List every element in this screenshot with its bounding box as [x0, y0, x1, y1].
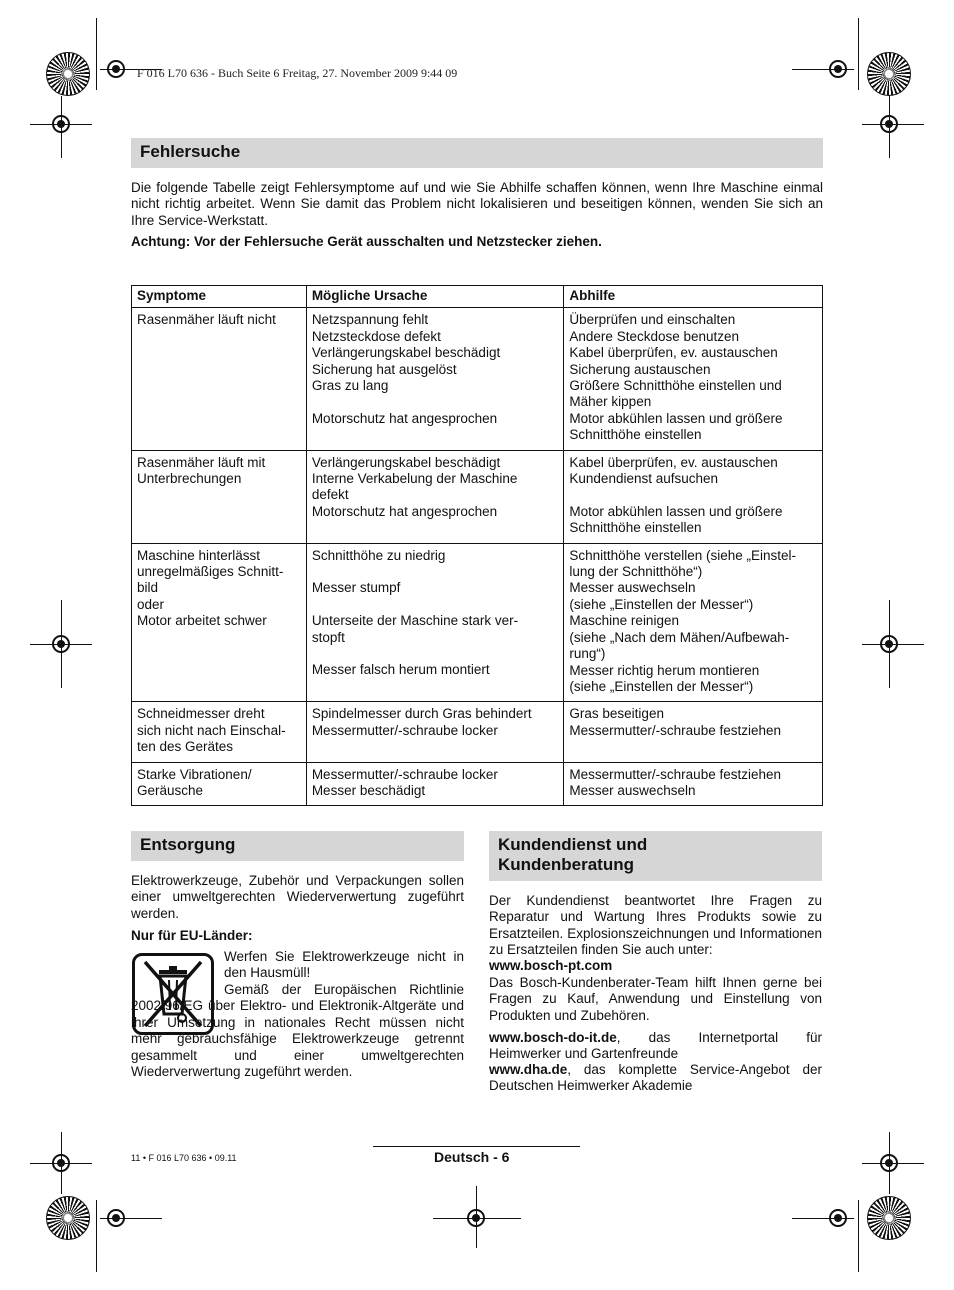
- cell-line: Schneidmesser dreht: [137, 706, 265, 722]
- cell-line: Rasenmäher läuft nicht: [137, 312, 276, 328]
- cell-line: Sicherung austauschen: [569, 361, 711, 377]
- table-cell-cause: [306, 762, 564, 806]
- column-header: Abhilfe: [564, 286, 823, 308]
- starburst-mark-icon: [46, 1196, 90, 1240]
- bosch-do-it-paragraph: [489, 1030, 822, 1063]
- table-cell-cause: [306, 450, 564, 543]
- page-number: Deutsch - 6: [434, 1149, 510, 1165]
- cell-line: Gras beseitigen: [569, 706, 664, 722]
- cell-line: Messer falsch herum montiert: [311, 662, 490, 678]
- registration-mark-icon: [877, 1151, 901, 1175]
- directive-text: Gemäß der Europäischen Richtlinie 2002/96/EG über Elektro- und Elektronik-Altgeräte und ihrer Umsetzung in nationales Recht müssen nicht mehr gebrauchsfähige Elektrowerkzeuge getrennt gesammelt und einer umweltgerechten Wiederverwertung zugeführt werden.: [131, 982, 464, 1080]
- table-cell-remedy: [564, 543, 823, 702]
- cell-line: Kundendienst aufsuchen: [569, 471, 719, 487]
- heading-line-2: Kundenberatung: [498, 855, 634, 874]
- cell-line: [312, 597, 559, 613]
- cell-line: unregelmäßiges Schnitt-: [137, 564, 284, 580]
- cell-line: Kabel überprüfen, ev. austauschen: [569, 454, 778, 470]
- cell-line: Interne Verkabelung der Maschine: [311, 471, 518, 487]
- table-cell-cause: [306, 308, 564, 450]
- registration-mark-icon: [49, 1151, 73, 1175]
- table-cell-remedy: [564, 702, 823, 762]
- dha-text: , das komplette Service-Angebot der Deutschen Heimwerker Akademie: [489, 1062, 822, 1094]
- table-cell-symptom: [132, 450, 307, 543]
- cell-line: Andere Steckdose benutzen: [569, 328, 740, 344]
- table-cell-symptom: [132, 762, 307, 806]
- table-cell-remedy: [564, 762, 823, 806]
- cell-line: ten des Gerätes: [137, 739, 234, 755]
- cell-line: Gras zu lang: [311, 378, 389, 394]
- bosch-pt-link[interactable]: www.bosch-pt.com: [489, 958, 613, 973]
- cell-line: Überprüfen und einschalten: [569, 312, 736, 328]
- cell-line: Verlängerungskabel beschädigt: [311, 345, 501, 361]
- cell-line: Motorschutz hat angesprochen: [311, 503, 498, 519]
- registration-mark-icon: [49, 112, 73, 136]
- dha-link[interactable]: www.dha.de: [489, 1062, 568, 1077]
- print-header: F 016 L70 636 - Buch Seite 6 Freitag, 27. November 2009 9:44 09: [137, 66, 458, 80]
- cell-line: Sicherung hat ausgelöst: [311, 361, 457, 377]
- bosch-do-it-text: , das Internetportal für Heimwerker und Gartenfreunde: [489, 1030, 822, 1062]
- cell-line: defekt: [311, 487, 349, 503]
- heading-line-1: Kundendienst und: [498, 835, 648, 854]
- bosch-do-it-link[interactable]: www.bosch-do-it.de: [489, 1030, 617, 1045]
- registration-mark-icon: [826, 1206, 850, 1230]
- fehlersuche-intro: Die folgende Tabelle zeigt Fehlersymptome auf und wie Sie Abhilfe schaffen können, wenn Ihre Maschine einmal nicht richtig arbeitet. Wenn Sie damit das Problem nicht lokalisieren und beseitigen können, wenden Sie sich an Ihre Service-Werkstatt.: [131, 180, 823, 228]
- starburst-mark-icon: [867, 52, 911, 96]
- table-cell-symptom: [132, 702, 307, 762]
- table-cell-remedy: [564, 308, 823, 450]
- cell-line: Kabel überprüfen, ev. austauschen: [569, 345, 778, 361]
- cell-line: Spindelmesser durch Gras behindert: [311, 706, 532, 722]
- cell-line: Unterseite der Maschine stark ver-: [311, 613, 519, 629]
- cell-line: Messer stumpf: [311, 580, 401, 596]
- cell-line: [569, 487, 817, 503]
- heading-text: Fehlersuche: [140, 142, 241, 161]
- table-cell-cause: [306, 543, 564, 702]
- table-row: [132, 762, 823, 806]
- cell-line: [312, 646, 559, 662]
- entsorgung-hausmuell-text: Werfen Sie Elektrowerkzeuge nicht in den Hausmüll!: [224, 949, 464, 981]
- registration-mark-icon: [877, 112, 901, 136]
- cell-line: [312, 394, 559, 410]
- column-header: Symptome: [132, 286, 307, 308]
- cell-line: Netzsteckdose defekt: [311, 328, 441, 344]
- cell-line: [312, 564, 559, 580]
- registration-mark-icon: [826, 57, 850, 81]
- cell-line: Motor abkühlen lassen und größere: [569, 410, 783, 426]
- cell-line: Maschine reinigen: [569, 613, 679, 629]
- cell-line: Schnitthöhe zu niedrig: [311, 547, 446, 563]
- table-row: [132, 450, 823, 543]
- table-header-row: [132, 286, 823, 308]
- table-cell-symptom: [132, 543, 307, 702]
- cell-line: Maschine hinterlässt: [137, 547, 261, 563]
- registration-mark-icon: [877, 632, 901, 656]
- cell-line: Messer beschädigt: [311, 782, 426, 798]
- heading-text: Entsorgung: [140, 835, 236, 854]
- table-cell-cause: [306, 702, 564, 762]
- cell-line: bild: [137, 580, 159, 596]
- cell-line: lung der Schnitthöhe“): [569, 564, 703, 580]
- cell-line: oder: [137, 596, 165, 612]
- registration-mark-icon: [49, 632, 73, 656]
- cell-line: (siehe „Einstellen der Messer“): [569, 596, 754, 612]
- cell-line: Rasenmäher läuft mit: [137, 454, 266, 470]
- cell-line: Messer auswechseln: [569, 782, 696, 798]
- cell-line: Motorschutz hat angesprochen: [311, 410, 498, 426]
- cell-line: Messer auswechseln: [569, 580, 696, 596]
- kundenberater-text: Das Bosch-Kundenberater-Team hilft Ihnen gerne bei Fragen zu Kauf, Anwendung und Einstellung von Produkten und Zubehören.: [489, 975, 822, 1023]
- registration-mark-icon: [104, 57, 128, 81]
- section-heading-kundendienst: [489, 831, 822, 881]
- cell-line: Messermutter/-schraube locker: [311, 722, 498, 738]
- registration-mark-icon: [104, 1206, 128, 1230]
- cell-line: (siehe „Einstellen der Messer“): [569, 678, 754, 694]
- cell-line: sich nicht nach Einschal-: [137, 722, 286, 738]
- cell-line: Verlängerungskabel beschädigt: [311, 454, 501, 470]
- cell-line: Unterbrechungen: [137, 471, 242, 487]
- cell-line: Messermutter/-schraube festziehen: [569, 722, 781, 738]
- cell-line: Größere Schnitthöhe einstellen und: [569, 378, 782, 394]
- table-row: [132, 543, 823, 702]
- eu-label: Nur für EU-Länder:: [131, 928, 253, 943]
- cell-line: Mäher kippen: [569, 394, 652, 410]
- table-cell-remedy: [564, 450, 823, 543]
- troubleshooting-table: [131, 285, 823, 806]
- cell-line: Schnitthöhe verstellen (siehe „Einstel-: [569, 547, 797, 563]
- entsorgung-directive-text: [131, 982, 464, 1080]
- cell-line: Messer richtig herum montieren: [569, 662, 760, 678]
- footer-code: 11 • F 016 L70 636 • 09.11: [131, 1153, 237, 1163]
- section-heading-entsorgung: [131, 831, 464, 861]
- kundendienst-text: Der Kundendienst beantwortet Ihre Fragen zu Reparatur und Wartung Ihres Produkts sowie zu Ersatzteilen. Explosionszeichnungen und Informationen zu Ersatzteilen finden Sie auch unter:: [489, 893, 822, 958]
- column-header: Mögliche Ursache: [306, 286, 564, 308]
- starburst-mark-icon: [867, 1196, 911, 1240]
- cell-line: Geräusche: [137, 782, 204, 798]
- starburst-mark-icon: [46, 52, 90, 96]
- cell-line: (siehe „Nach dem Mähen/Aufbewah-: [569, 629, 790, 645]
- footer-rule: [373, 1146, 580, 1147]
- registration-mark-icon: [464, 1206, 488, 1230]
- cell-line: Motor arbeitet schwer: [137, 613, 267, 629]
- table-row: [132, 702, 823, 762]
- cell-line: stopft: [311, 629, 345, 645]
- cell-line: Netzspannung fehlt: [311, 312, 429, 328]
- cell-line: Motor abkühlen lassen und größere: [569, 503, 783, 519]
- fehlersuche-warning: Achtung: Vor der Fehlersuche Gerät ausschalten und Netzstecker ziehen.: [131, 234, 602, 249]
- cell-line: Messermutter/-schraube locker: [311, 766, 498, 782]
- cell-line: Messermutter/-schraube festziehen: [569, 766, 781, 782]
- cell-line: Schnitthöhe einstellen: [569, 520, 702, 536]
- section-heading-fehlersuche: [131, 138, 823, 168]
- table-cell-symptom: [132, 308, 307, 450]
- table-row: [132, 308, 823, 450]
- cell-line: rung“): [569, 646, 606, 662]
- dha-paragraph: [489, 1062, 822, 1095]
- cell-line: Schnitthöhe einstellen: [569, 427, 702, 443]
- cell-line: Starke Vibrationen/: [137, 766, 252, 782]
- entsorgung-text: Elektrowerkzeuge, Zubehör und Verpackungen sollen einer umweltgerechten Wiederverwertung zugeführt werden.: [131, 873, 464, 921]
